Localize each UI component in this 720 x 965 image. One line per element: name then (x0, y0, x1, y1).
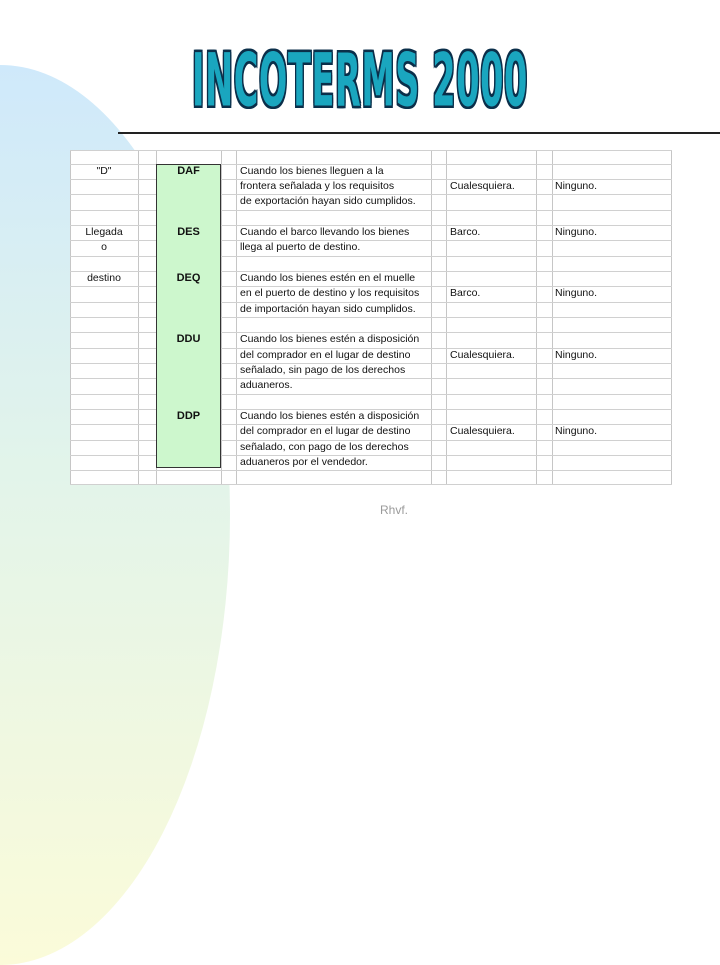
description-line: señalado, con pago de los derechos (240, 441, 409, 453)
description-line: Cuando los bienes estén a disposición (240, 410, 420, 422)
description-line: del comprador en el lugar de destino (240, 425, 411, 437)
other-value: Ninguno. (555, 287, 598, 299)
group-label-destino: destino (87, 272, 121, 284)
code-ddu: DDU (176, 333, 201, 345)
description-line: llega al puerto de destino. (240, 241, 361, 253)
description-line: del comprador en el lugar de destino (240, 349, 411, 361)
other-value: Ninguno. (555, 226, 598, 238)
code-deq: DEQ (176, 272, 201, 284)
description-line: Cuando los bienes estén en el muelle (240, 272, 416, 284)
incoterms-table (70, 150, 672, 485)
page-title: INCOTERMS 2000 (192, 38, 528, 124)
transport-mode: Barco. (450, 287, 481, 299)
transport-mode: Cualesquiera. (450, 180, 515, 192)
description-line: Cuando el barco llevando los bienes (240, 226, 410, 238)
other-value: Ninguno. (555, 180, 598, 192)
other-value: Ninguno. (555, 349, 598, 361)
description-line: de exportación hayan sido cumplidos. (240, 195, 416, 207)
grid-hline (70, 484, 672, 485)
transport-mode: Barco. (450, 226, 481, 238)
group-label-llegada: Llegada (85, 226, 123, 238)
description-line: aduaneros por el vendedor. (240, 456, 368, 468)
grid-hline (70, 470, 672, 471)
group-label-d: "D" (96, 165, 112, 177)
description-line: frontera señalada y los requisitos (240, 180, 395, 192)
code-daf: DAF (177, 165, 200, 177)
group-label-o: o (101, 241, 107, 253)
description-line: Cuando los bienes estén a disposición (240, 333, 420, 345)
transport-mode: Cualesquiera. (450, 425, 515, 437)
code-des: DES (177, 226, 200, 238)
description-line: de importación hayan sido cumplidos. (240, 303, 416, 315)
footer-credit: Rhvf. (380, 503, 409, 517)
grid-hline (70, 150, 672, 151)
title-underline (118, 132, 720, 134)
description-line: Cuando los bienes lleguen a la (240, 165, 384, 177)
transport-mode: Cualesquiera. (450, 349, 515, 361)
code-ddp: DDP (176, 410, 201, 422)
description-line: aduaneros. (240, 379, 293, 391)
other-value: Ninguno. (555, 425, 598, 437)
description-line: en el puerto de destino y los requisitos (240, 287, 420, 299)
description-line: señalado, sin pago de los derechos (240, 364, 406, 376)
